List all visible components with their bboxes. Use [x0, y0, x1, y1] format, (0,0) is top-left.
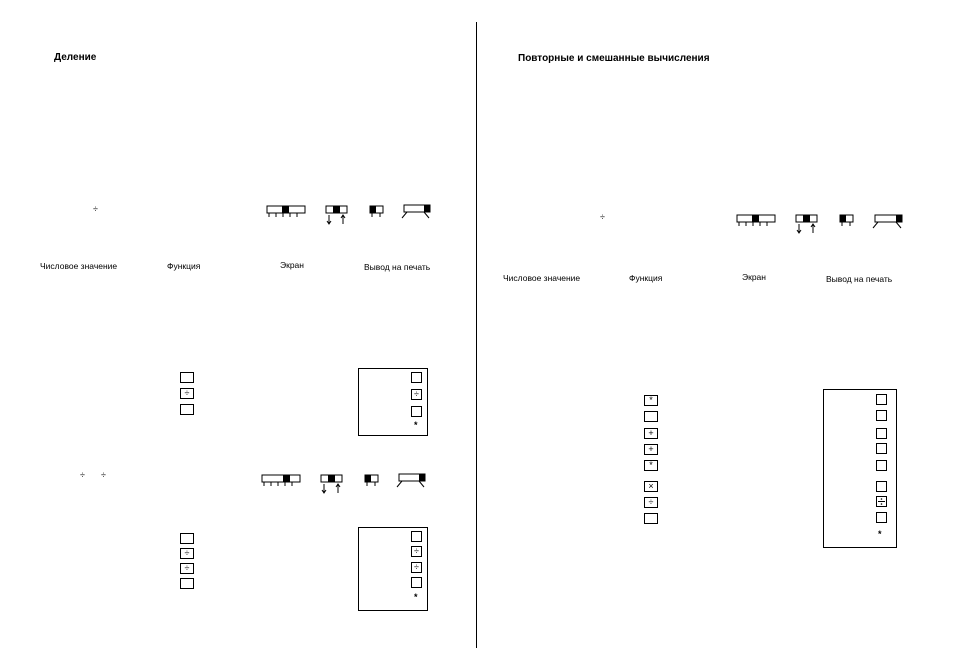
function-key-multiply: ×: [644, 481, 658, 492]
tape-mark: [411, 531, 422, 542]
tape-mark-divide: ÷: [411, 389, 422, 400]
caption-function: Функция: [167, 261, 201, 271]
function-key: [644, 513, 658, 524]
function-key-divide: ÷: [180, 563, 194, 574]
caption-screen: Экран: [280, 260, 304, 270]
switch-diagrams-left-bottom: [261, 473, 436, 499]
print-tape: [358, 527, 428, 611]
switch-diagrams-left-top: [266, 204, 441, 230]
tape-mark: [411, 372, 422, 383]
print-tape: [823, 389, 897, 548]
caption-screen: Экран: [742, 272, 766, 282]
page-title-left: Деление: [54, 52, 97, 63]
tape-total-star: *: [878, 529, 882, 539]
function-key-star: *: [644, 395, 658, 406]
function-key-divide: ÷: [644, 497, 658, 508]
tape-total-star: *: [414, 592, 418, 602]
page-title-right: Повторные и смешанные вычисления: [518, 53, 710, 64]
function-key-plus: +: [644, 428, 658, 439]
function-key: [644, 411, 658, 422]
caption-number: Числовое значение: [503, 273, 581, 283]
division-symbol: ÷: [600, 212, 605, 222]
caption-print: Вывод на печать: [364, 262, 431, 272]
page-divider: [476, 22, 477, 648]
function-key-star: *: [644, 460, 658, 471]
function-key-divide: ÷: [180, 548, 194, 559]
tape-total-star: *: [414, 420, 418, 430]
tape-mark: [411, 406, 422, 417]
switch-diagrams-right: [736, 213, 911, 239]
division-symbol: ÷: [101, 470, 106, 480]
tape-mark-divide: ÷: [411, 562, 422, 573]
function-key: [180, 404, 194, 415]
tape-mark: [411, 577, 422, 588]
division-symbol: ÷: [80, 470, 85, 480]
tape-marks: [824, 390, 898, 549]
caption-function: Функция: [629, 273, 663, 283]
function-key: [180, 372, 194, 383]
function-key: [180, 578, 194, 589]
tape-mark-divide: ÷: [411, 546, 422, 557]
division-symbol: ÷: [93, 204, 98, 214]
function-key: [180, 533, 194, 544]
function-key-divide: ÷: [180, 388, 194, 399]
caption-print: Вывод на печать: [826, 274, 893, 284]
function-key-plus: +: [644, 444, 658, 455]
print-tape: [358, 368, 428, 436]
caption-number: Числовое значение: [40, 261, 118, 271]
